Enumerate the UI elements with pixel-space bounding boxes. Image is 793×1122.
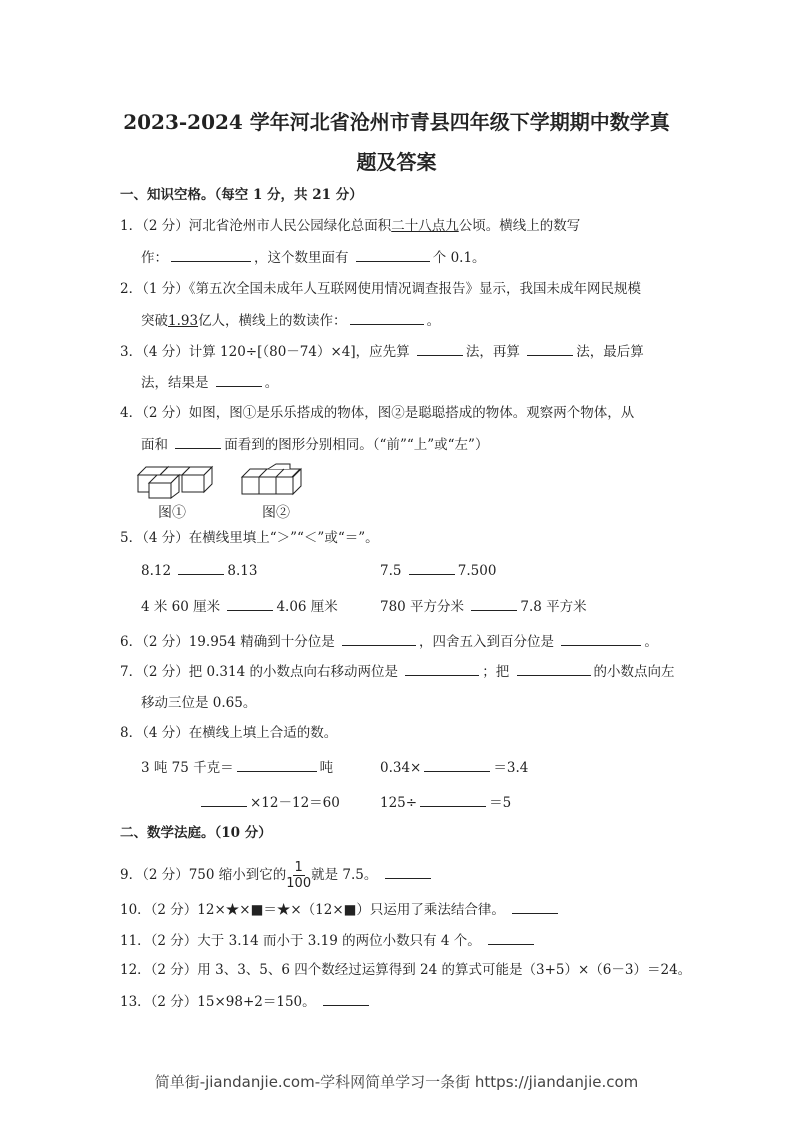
answer-blank[interactable] (385, 865, 431, 879)
figure-1-label: 图① (158, 505, 186, 521)
line-text: 8.12 (141, 563, 176, 579)
line-text: ，这个数里面有 (254, 250, 353, 266)
question-line-q9 (120, 860, 434, 891)
document-title-line-2: 题及答案 (356, 150, 437, 174)
answer-blank[interactable] (323, 992, 369, 1006)
question-line-q7a (120, 662, 675, 681)
line-text: 13．（2 分）15×98+2＝150。 (120, 994, 320, 1010)
question-line-q1a (120, 217, 580, 235)
line-text: 8．（4 分）在横线上填上合适的数。 (120, 725, 338, 741)
section-heading (120, 824, 272, 842)
answer-blank[interactable] (527, 342, 573, 356)
line-text: 7.500 (457, 563, 497, 579)
answer-blank[interactable] (405, 662, 479, 676)
line-text: 2．（1 分）《第五次全国未成年人互联网使用情况调查报告》显示，我国未成年网民规模 (120, 281, 641, 297)
question-line-q12 (120, 961, 691, 979)
figure-1-cubes (136, 463, 226, 499)
line-text: ，四舍五入到百分位是 (419, 634, 559, 650)
line-text: 6．（2 分）19.954 精确到十分位是 (120, 634, 340, 650)
line-text: 面和 (141, 437, 173, 453)
question-line-q2a (120, 280, 641, 298)
fraction-denominator: 100 (286, 876, 312, 891)
question-line-q11 (120, 931, 537, 950)
question-line-q3b (141, 373, 278, 392)
line-text: 12．（2 分）用 3、3、5、6 四个数经过运算得到 24 的算式可能是（3+5）×（6－3）＝24。 (120, 962, 692, 978)
line-text: 9．（2 分）750 缩小到它的 (120, 867, 287, 883)
question-line-q5r1b (380, 561, 496, 580)
question-line-q8r2b (380, 793, 511, 812)
line-text: 公顷。横线上的数写 (458, 218, 581, 234)
line-text: ；把 (482, 664, 514, 680)
question-line-q2b (141, 311, 440, 330)
answer-blank[interactable] (178, 561, 224, 575)
figure-2-label: 图② (262, 505, 290, 521)
question-line-q4b (141, 435, 488, 454)
answer-blank[interactable] (342, 632, 416, 646)
line-text: 就是 7.5。 (311, 867, 382, 883)
line-text: 10．（2 分）12×★×■＝★×（12×■）只运用了乘法结合律。 (120, 902, 510, 918)
question-line-q8r1a (141, 758, 333, 777)
answer-blank[interactable] (175, 435, 221, 449)
line-text: 3 吨 75 千克＝ (141, 760, 234, 776)
answer-blank[interactable] (356, 248, 430, 262)
question-line-q8r1b (380, 758, 528, 777)
underlined-text: 1.93 (168, 313, 199, 329)
question-line-q1b (141, 248, 486, 267)
line-text: 1．（2 分）河北省沧州市人民公园绿化总面积 (120, 218, 392, 234)
line-text: ＝3.4 (493, 760, 529, 776)
line-text: 一、知识空格。（每空 1 分，共 21 分） (120, 187, 363, 203)
answer-blank[interactable] (216, 373, 262, 387)
line-text: 法，结果是 (141, 375, 213, 391)
line-text: 8.13 (227, 563, 258, 579)
line-text: ＝5 (489, 795, 512, 811)
line-text: 4．（2 分）如图，图①是乐乐搭成的物体，图②是聪聪搭成的物体。观察两个物体，从 (120, 405, 635, 421)
line-text: 亿人，横线上的数读作： (198, 313, 347, 329)
answer-blank[interactable] (237, 758, 317, 772)
line-text: 法，最后算 (576, 344, 644, 360)
answer-blank[interactable] (420, 793, 486, 807)
line-text: 个 0.1。 (432, 250, 486, 266)
fraction-numerator: 1 (294, 860, 303, 875)
line-text: 。 (644, 634, 658, 650)
line-text: 二、数学法庭。（10 分） (120, 825, 272, 841)
line-text: 11．（2 分）大于 3.14 而小于 3.19 的两位小数只有 4 个。 (120, 933, 486, 949)
line-text: 7.8 平方米 (520, 599, 587, 615)
question-line-q5r2a (141, 597, 338, 616)
answer-blank[interactable] (561, 632, 641, 646)
question-line-q7b (141, 694, 256, 712)
question-line-q5r1a (141, 561, 257, 580)
answer-blank[interactable] (424, 758, 490, 772)
line-text: 3．（4 分）计算 120÷[（80－74）×4]，应先算 (120, 344, 414, 360)
line-text: 吨 (319, 760, 334, 776)
line-text: 5．（4 分）在横线里填上“＞”“＜”或“＝”。 (120, 530, 379, 546)
answer-blank[interactable] (409, 561, 455, 575)
footer-watermark: 简单街-jiandanjie.com-学科网简单学习一条街 https://jiandanjie.com (154, 1073, 639, 1091)
answer-blank[interactable] (517, 662, 591, 676)
question-line-q4a (120, 404, 634, 422)
line-text: 的小数点向左 (593, 664, 675, 680)
question-line-q8 (120, 724, 337, 742)
line-text: 780 平方分米 (380, 599, 469, 615)
line-text: 移动三位是 0.65。 (141, 695, 257, 711)
answer-blank[interactable] (201, 793, 247, 807)
answer-blank[interactable] (488, 931, 534, 945)
answer-blank[interactable] (471, 597, 517, 611)
line-text: 125÷ (380, 795, 418, 811)
line-text: 4.06 厘米 (276, 599, 338, 615)
section-heading (120, 186, 363, 204)
line-text: 面看到的图形分别相同。（“前”“上”或“左”） (224, 437, 489, 453)
line-text: 作： (141, 250, 168, 266)
line-text: 7.5 (380, 563, 406, 579)
question-line-q6 (120, 632, 658, 651)
figure-2-cubes (232, 463, 312, 499)
line-text: 突破 (141, 313, 168, 329)
question-line-q8r2a (198, 793, 340, 812)
question-line-q5 (120, 529, 379, 547)
answer-blank[interactable] (171, 248, 251, 262)
line-text: 0.34× (380, 760, 422, 776)
line-text: 7．（2 分）把 0.314 的小数点向右移动两位是 (120, 664, 403, 680)
line-text: 。 (264, 375, 279, 391)
answer-blank[interactable] (417, 342, 463, 356)
answer-blank[interactable] (512, 900, 558, 914)
underlined-text: 二十八点九 (391, 218, 459, 234)
line-text: 4 米 60 厘米 (141, 599, 225, 615)
question-line-q3a (120, 342, 644, 361)
line-text: 。 (426, 313, 441, 329)
question-line-q10 (120, 900, 561, 919)
question-line-q5r2b (380, 597, 587, 616)
question-line-q13 (120, 992, 372, 1011)
answer-blank[interactable] (227, 597, 273, 611)
fraction (286, 860, 311, 891)
line-text: ×12－12＝60 (250, 795, 340, 811)
document-title-line-1: 2023-2024 学年河北省沧州市青县四年级下学期期中数学真 (123, 110, 670, 134)
answer-blank[interactable] (350, 311, 424, 325)
line-text: 法，再算 (465, 344, 525, 360)
